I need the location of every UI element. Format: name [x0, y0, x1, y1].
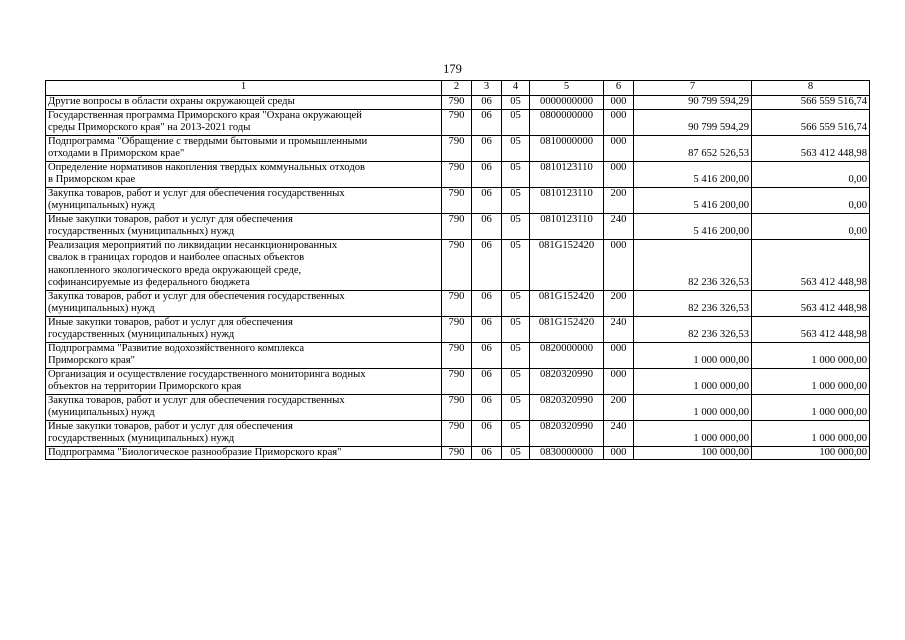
subsection-code-cell: 05 — [502, 394, 530, 420]
description-cell — [46, 96, 442, 110]
amount-year1-cell: 82 236 326,53 — [634, 316, 752, 342]
section-code-cell: 06 — [472, 420, 502, 446]
section-code-cell: 06 — [472, 316, 502, 342]
subsection-code-cell: 05 — [502, 187, 530, 213]
description-line: отходами в Приморском крае" — [48, 148, 185, 159]
target-article-cell: 0830000000 — [530, 446, 604, 460]
subsection-code-cell: 05 — [502, 213, 530, 239]
description-cell — [46, 161, 442, 187]
amount-year2-cell: 1 000 000,00 — [752, 420, 870, 446]
header-cell: 1 — [46, 81, 442, 96]
description-line: Подпрограмма "Развитие водохозяйственного комплекса — [48, 342, 305, 354]
amount-year2-cell: 0,00 — [752, 213, 870, 239]
expense-type-cell: 240 — [604, 316, 634, 342]
target-article-cell: 0810000000 — [530, 135, 604, 161]
description-line: Государственная программа Приморского края "Охрана окружающей — [48, 109, 362, 121]
subsection-code-cell: 05 — [502, 368, 530, 394]
admin-code-cell: 790 — [442, 109, 472, 135]
header-cell: 7 — [634, 81, 752, 96]
table-row — [46, 135, 870, 161]
description-cell — [46, 394, 442, 420]
amount-year1-cell: 90 799 594,29 — [634, 96, 752, 110]
expense-type-cell: 000 — [604, 96, 634, 110]
description-line: объектов на территории Приморского края — [48, 381, 242, 392]
amount-year1-cell: 87 652 526,53 — [634, 135, 752, 161]
subsection-code-cell: 05 — [502, 342, 530, 368]
description-line: Организация и осуществление государственного мониторинга водных — [48, 368, 366, 380]
table-row — [46, 109, 870, 135]
subsection-code-cell: 05 — [502, 316, 530, 342]
budget-table — [45, 80, 870, 460]
target-article-cell: 0810123110 — [530, 187, 604, 213]
description-line: в Приморском крае — [48, 174, 136, 185]
table-row — [46, 368, 870, 394]
description-cell — [46, 135, 442, 161]
admin-code-cell: 790 — [442, 135, 472, 161]
header-cell: 8 — [752, 81, 870, 96]
table-row — [46, 316, 870, 342]
expense-type-cell: 240 — [604, 213, 634, 239]
section-code-cell: 06 — [472, 187, 502, 213]
description-line: государственных (муниципальных) нужд — [48, 329, 235, 340]
target-article-cell: 081G152420 — [530, 290, 604, 316]
section-code-cell: 06 — [472, 161, 502, 187]
admin-code-cell: 790 — [442, 316, 472, 342]
admin-code-cell: 790 — [442, 368, 472, 394]
table-row — [46, 96, 870, 110]
amount-year2-cell: 0,00 — [752, 187, 870, 213]
subsection-code-cell: 05 — [502, 290, 530, 316]
target-article-cell: 0820000000 — [530, 342, 604, 368]
expense-type-cell: 000 — [604, 446, 634, 460]
amount-year2-cell: 1 000 000,00 — [752, 368, 870, 394]
section-code-cell: 06 — [472, 394, 502, 420]
description-line: Приморского края" — [48, 355, 135, 366]
expense-type-cell: 000 — [604, 135, 634, 161]
amount-year1-cell: 100 000,00 — [634, 446, 752, 460]
admin-code-cell: 790 — [442, 213, 472, 239]
description-line: Иные закупки товаров, работ и услуг для обеспечения — [48, 420, 293, 432]
amount-year1-cell: 1 000 000,00 — [634, 394, 752, 420]
admin-code-cell: 790 — [442, 96, 472, 110]
description-line: свалок в границах городов и наиболее опасных объектов — [48, 252, 305, 263]
description-cell — [46, 290, 442, 316]
description-line: Иные закупки товаров, работ и услуг для обеспечения — [48, 213, 293, 225]
header-cell: 2 — [442, 81, 472, 96]
subsection-code-cell: 05 — [502, 239, 530, 290]
table-row — [46, 290, 870, 316]
expense-type-cell: 240 — [604, 420, 634, 446]
amount-year2-cell: 0,00 — [752, 161, 870, 187]
table-row — [46, 213, 870, 239]
amount-year2-cell: 563 412 448,98 — [752, 290, 870, 316]
table-row — [46, 239, 870, 290]
amount-year1-cell: 90 799 594,29 — [634, 109, 752, 135]
header-cell: 6 — [604, 81, 634, 96]
table-row — [46, 161, 870, 187]
description-line: (муниципальных) нужд — [48, 407, 155, 418]
table-row — [46, 187, 870, 213]
admin-code-cell: 790 — [442, 420, 472, 446]
amount-year1-cell: 5 416 200,00 — [634, 161, 752, 187]
header-cell: 5 — [530, 81, 604, 96]
subsection-code-cell: 05 — [502, 161, 530, 187]
amount-year2-cell: 1 000 000,00 — [752, 394, 870, 420]
header-row — [46, 81, 870, 96]
section-code-cell: 06 — [472, 135, 502, 161]
subsection-code-cell: 05 — [502, 109, 530, 135]
target-article-cell: 0000000000 — [530, 96, 604, 110]
description-line: накопленного экологического вреда окружающей среде, — [48, 264, 302, 276]
expense-type-cell: 000 — [604, 161, 634, 187]
target-article-cell: 081G152420 — [530, 316, 604, 342]
target-article-cell: 081G152420 — [530, 239, 604, 290]
description-line: среды Приморского края" на 2013-2021 годы — [48, 122, 251, 133]
description-line: Подпрограмма "Биологическое разнообразие Приморского края" — [48, 446, 342, 458]
expense-type-cell: 200 — [604, 290, 634, 316]
subsection-code-cell: 05 — [502, 420, 530, 446]
amount-year1-cell: 82 236 326,53 — [634, 239, 752, 290]
target-article-cell: 0820320990 — [530, 368, 604, 394]
description-line: Реализация мероприятий по ликвидации несанкционированных — [48, 239, 338, 251]
description-line: софинансируемые из федерального бюджета — [48, 277, 250, 288]
description-cell — [46, 446, 442, 460]
header-cell: 4 — [502, 81, 530, 96]
table-row — [46, 342, 870, 368]
amount-year2-cell: 1 000 000,00 — [752, 342, 870, 368]
admin-code-cell: 790 — [442, 290, 472, 316]
description-line: Иные закупки товаров, работ и услуг для обеспечения — [48, 316, 293, 328]
description-line: Определение нормативов накопления твердых коммунальных отходов — [48, 161, 366, 173]
table-row — [46, 394, 870, 420]
description-cell — [46, 316, 442, 342]
description-cell — [46, 109, 442, 135]
amount-year2-cell: 566 559 516,74 — [752, 109, 870, 135]
section-code-cell: 06 — [472, 446, 502, 460]
description-line: (муниципальных) нужд — [48, 303, 155, 314]
section-code-cell: 06 — [472, 213, 502, 239]
expense-type-cell: 200 — [604, 394, 634, 420]
target-article-cell: 0810123110 — [530, 213, 604, 239]
section-code-cell: 06 — [472, 239, 502, 290]
description-cell — [46, 239, 442, 290]
expense-type-cell: 200 — [604, 187, 634, 213]
description-line: Закупка товаров, работ и услуг для обеспечения государственных — [48, 394, 345, 406]
amount-year2-cell: 563 412 448,98 — [752, 239, 870, 290]
section-code-cell: 06 — [472, 290, 502, 316]
description-line: Закупка товаров, работ и услуг для обеспечения государственных — [48, 187, 345, 199]
expense-type-cell: 000 — [604, 342, 634, 368]
admin-code-cell: 790 — [442, 239, 472, 290]
amount-year2-cell: 566 559 516,74 — [752, 96, 870, 110]
description-line: Подпрограмма "Обращение с твердыми бытовыми и промышленными — [48, 135, 368, 147]
description-line: Другие вопросы в области охраны окружающей среды — [48, 96, 295, 107]
section-code-cell: 06 — [472, 109, 502, 135]
description-line: (муниципальных) нужд — [48, 200, 155, 211]
target-article-cell: 0810123110 — [530, 161, 604, 187]
page-number: 179 — [443, 62, 462, 76]
admin-code-cell: 790 — [442, 446, 472, 460]
section-code-cell: 06 — [472, 96, 502, 110]
subsection-code-cell: 05 — [502, 135, 530, 161]
description-cell — [46, 420, 442, 446]
table-row — [46, 446, 870, 460]
description-cell — [46, 213, 442, 239]
amount-year2-cell: 100 000,00 — [752, 446, 870, 460]
admin-code-cell: 790 — [442, 187, 472, 213]
amount-year2-cell: 563 412 448,98 — [752, 135, 870, 161]
expense-type-cell: 000 — [604, 368, 634, 394]
amount-year1-cell: 5 416 200,00 — [634, 187, 752, 213]
expense-type-cell: 000 — [604, 239, 634, 290]
header-cell: 3 — [472, 81, 502, 96]
subsection-code-cell: 05 — [502, 446, 530, 460]
table-row — [46, 420, 870, 446]
description-line: Закупка товаров, работ и услуг для обеспечения государственных — [48, 290, 345, 302]
description-line: государственных (муниципальных) нужд — [48, 226, 235, 237]
expense-type-cell: 000 — [604, 109, 634, 135]
admin-code-cell: 790 — [442, 342, 472, 368]
section-code-cell: 06 — [472, 342, 502, 368]
section-code-cell: 06 — [472, 368, 502, 394]
amount-year1-cell: 1 000 000,00 — [634, 420, 752, 446]
subsection-code-cell: 05 — [502, 96, 530, 110]
description-line: государственных (муниципальных) нужд — [48, 433, 235, 444]
amount-year2-cell: 563 412 448,98 — [752, 316, 870, 342]
description-cell — [46, 368, 442, 394]
target-article-cell: 0800000000 — [530, 109, 604, 135]
target-article-cell: 0820320990 — [530, 394, 604, 420]
admin-code-cell: 790 — [442, 394, 472, 420]
description-cell — [46, 342, 442, 368]
amount-year1-cell: 5 416 200,00 — [634, 213, 752, 239]
amount-year1-cell: 1 000 000,00 — [634, 342, 752, 368]
amount-year1-cell: 1 000 000,00 — [634, 368, 752, 394]
target-article-cell: 0820320990 — [530, 420, 604, 446]
amount-year1-cell: 82 236 326,53 — [634, 290, 752, 316]
description-cell — [46, 187, 442, 213]
admin-code-cell: 790 — [442, 161, 472, 187]
